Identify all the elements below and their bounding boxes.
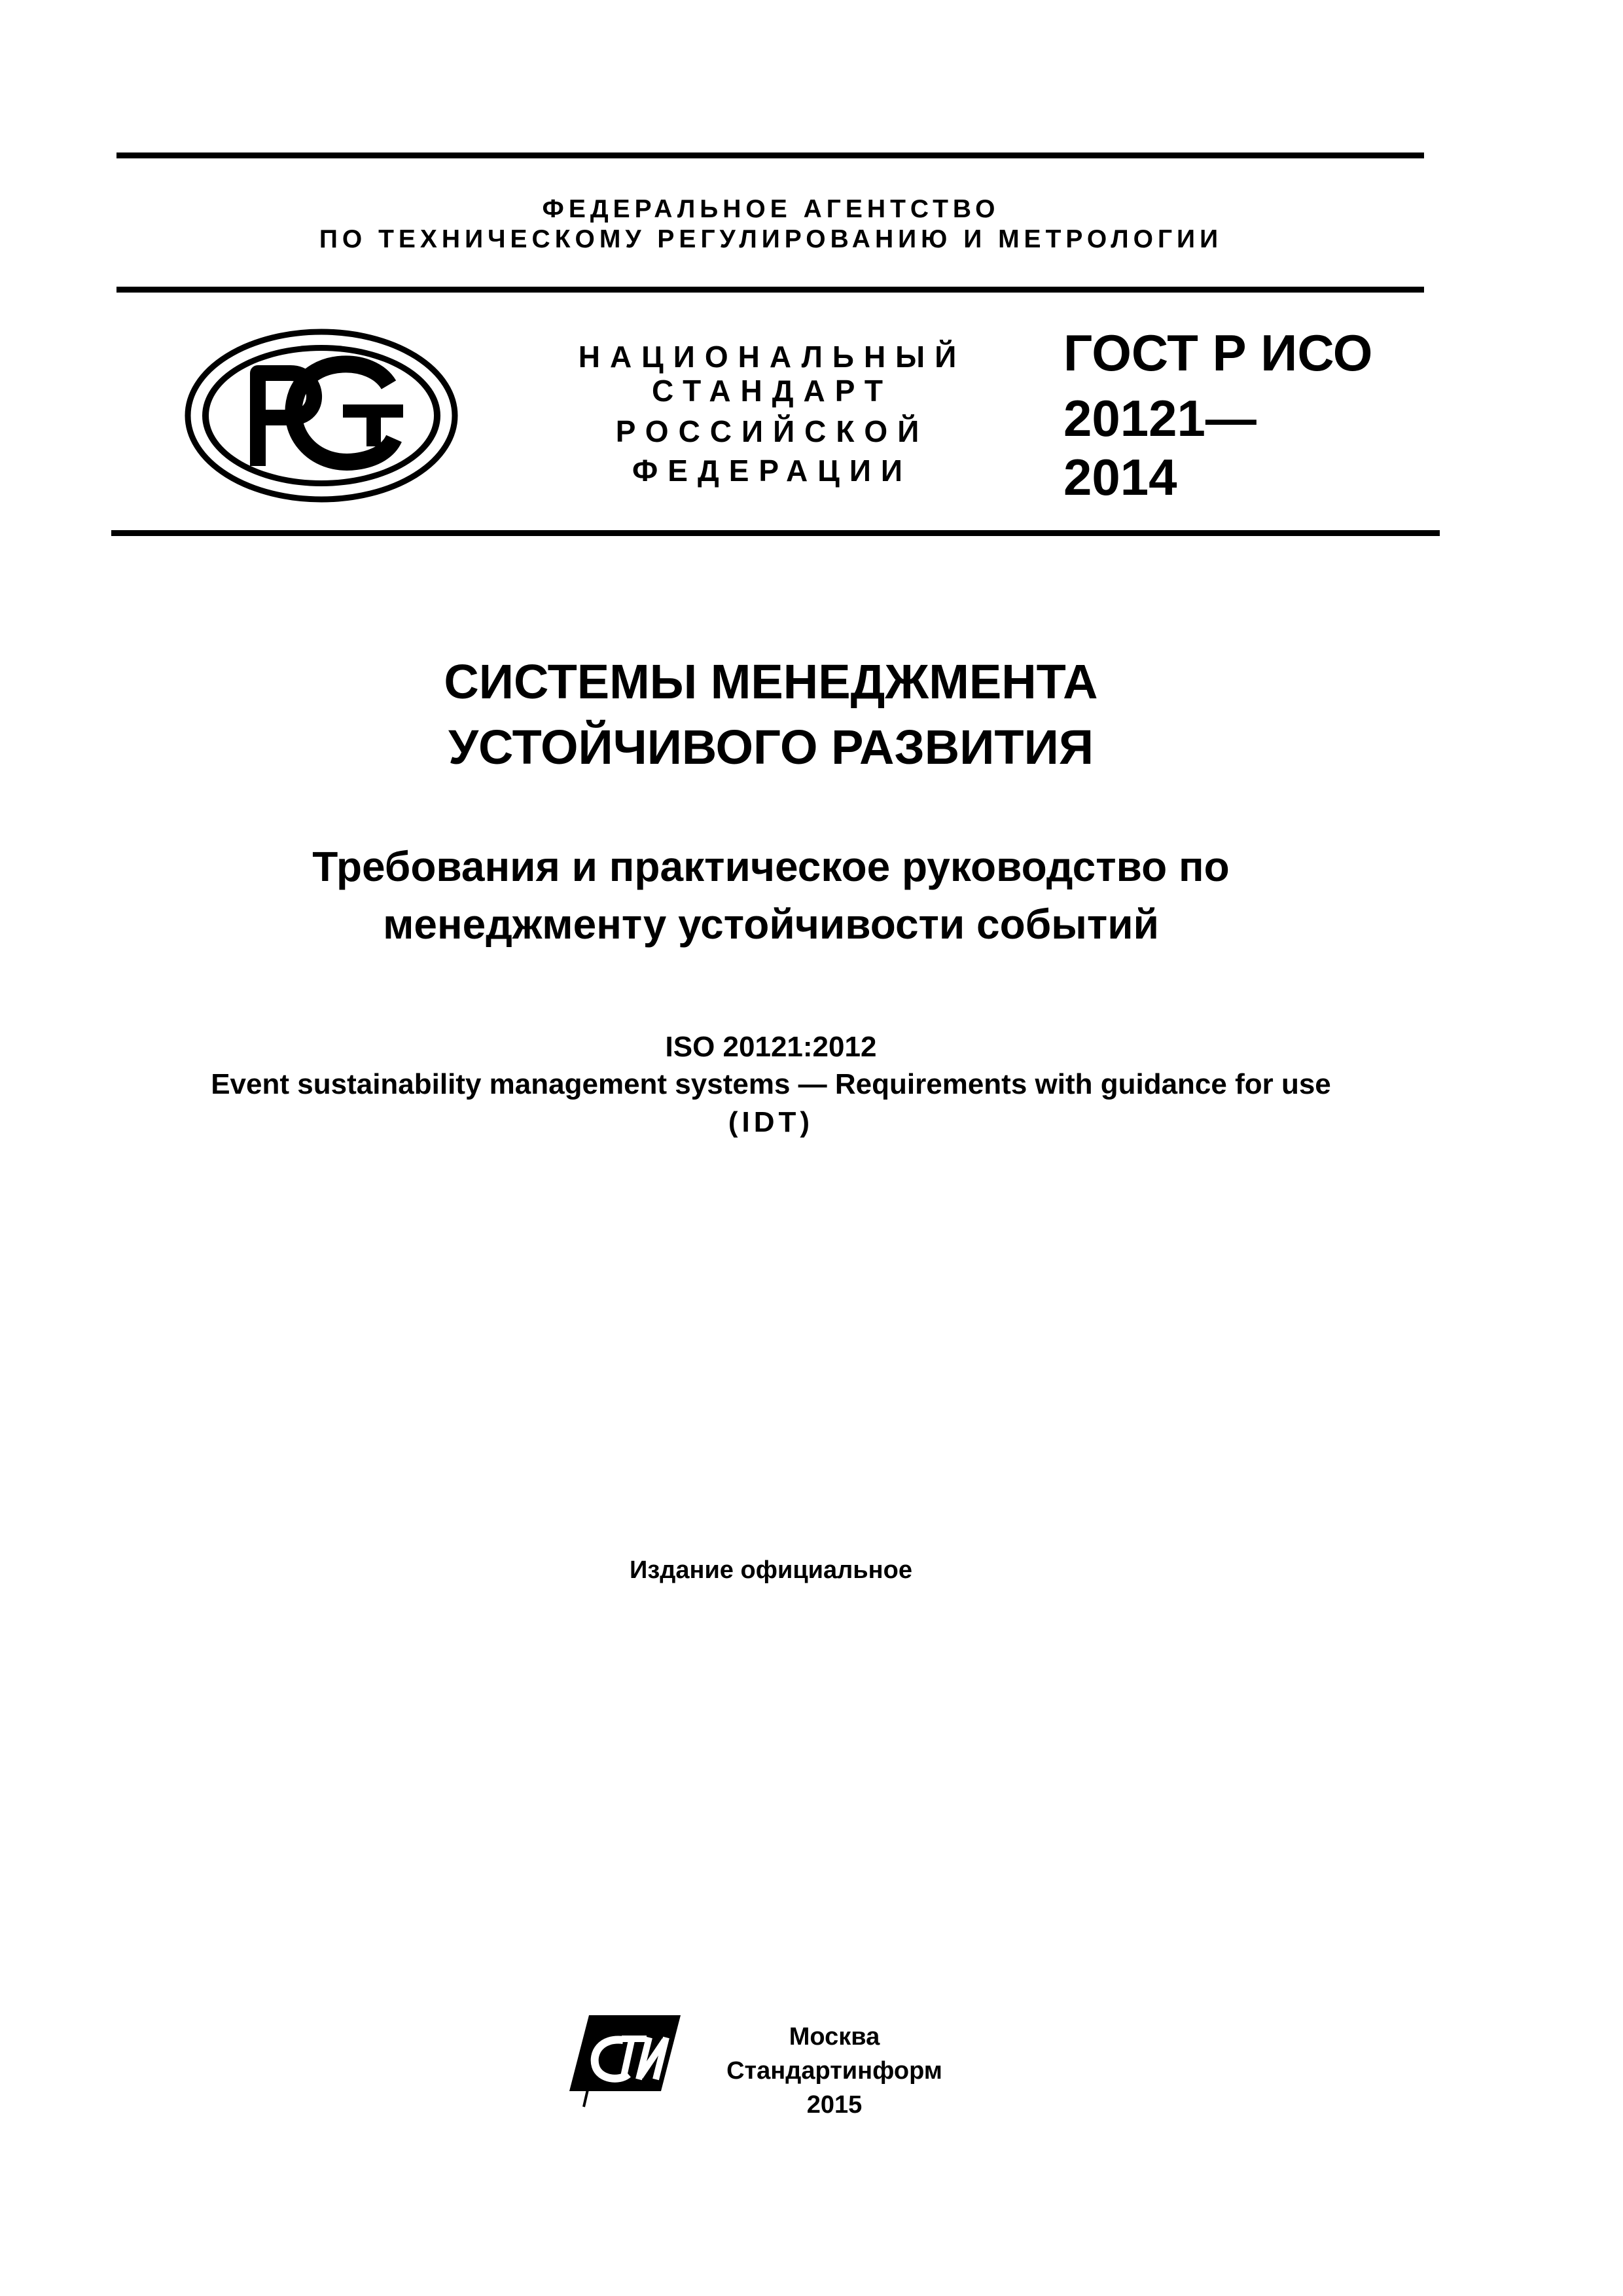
top-rule xyxy=(116,152,1424,158)
document-subtitle-line2: менеджменту устойчивости событий xyxy=(383,901,1159,948)
rst-logo-icon xyxy=(185,327,458,504)
national-standard-line4: ФЕДЕРАЦИИ xyxy=(632,454,912,488)
national-standard-line2: СТАНДАРТ xyxy=(652,374,893,408)
agency-name-line2: ПО ТЕХНИЧЕСКОМУ РЕГУЛИРОВАНИЮ И МЕТРОЛОГИИ xyxy=(319,225,1223,253)
standard-designation-line1: ГОСТ Р ИСО xyxy=(1063,324,1373,382)
national-standard-line1: НАЦИОНАЛЬНЫЙ xyxy=(578,340,967,374)
middle-rule xyxy=(116,287,1424,293)
publisher-logo-icon xyxy=(569,2011,681,2111)
national-standard-line3: РОССИЙСКОЙ xyxy=(615,414,929,448)
document-subtitle-line1: Требования и практическое руководство по xyxy=(312,843,1230,890)
bottom-rule xyxy=(111,530,1440,536)
agency-name-line1: ФЕДЕРАЛЬНОЕ АГЕНТСТВО xyxy=(542,195,1000,223)
standard-designation-line2: 20121— xyxy=(1063,389,1257,447)
document-title-line1: СИСТЕМЫ МЕНЕДЖМЕНТА xyxy=(444,655,1098,709)
publication-year: 2015 xyxy=(806,2091,863,2119)
iso-reference-number: ISO 20121:2012 xyxy=(665,1031,877,1063)
publisher-city: Москва xyxy=(789,2023,880,2051)
edition-label: Издание официальное xyxy=(630,1556,912,1584)
iso-reference-title: Event sustainability management systems — Requirements with guidance for use xyxy=(211,1068,1331,1100)
iso-correspondence-degree: (IDT) xyxy=(728,1106,814,1138)
publisher-name: Стандартинформ xyxy=(726,2057,942,2085)
document-title-line2: УСТОЙЧИВОГО РАЗВИТИЯ xyxy=(448,720,1094,774)
standard-designation-line3: 2014 xyxy=(1063,448,1177,506)
